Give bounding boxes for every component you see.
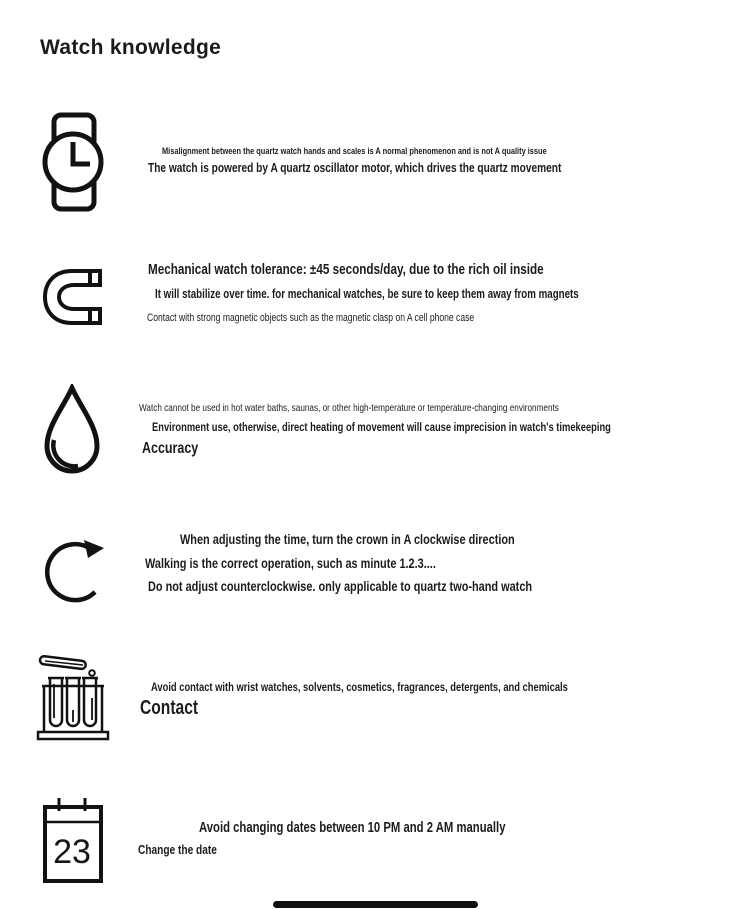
- wrist-watch-icon: [42, 112, 106, 212]
- home-indicator-bar: [273, 901, 478, 908]
- contact-heading: Contact: [140, 697, 199, 719]
- test-tubes-icon: [36, 650, 110, 744]
- environment-heating-note: Environment use, otherwise, direct heating of movement will cause imprecision in watch's timekeeping: [152, 420, 611, 434]
- change-date-heading: Change the date: [138, 842, 217, 857]
- magnet-icon: [42, 268, 106, 326]
- calendar-icon: [42, 795, 104, 885]
- page-title: Watch knowledge: [40, 36, 222, 59]
- calendar-day-number: 23: [53, 833, 91, 871]
- hot-water-note: Watch cannot be used in hot water baths, saunas, or other high-temperature or temperature-changing environments: [139, 402, 559, 414]
- magnetic-objects-note: Contact with strong magnetic objects such as the magnetic clasp on A cell phone case: [147, 312, 475, 324]
- accuracy-heading: Accuracy: [142, 440, 199, 457]
- avoid-chemicals-note: Avoid contact with wrist watches, solvents, cosmetics, fragrances, detergents, and chemicals: [151, 680, 568, 694]
- clockwise-crown-note: When adjusting the time, turn the crown in A clockwise direction: [180, 531, 515, 547]
- walking-operation-note: Walking is the correct operation, such as minute 1.2.3....: [145, 555, 436, 571]
- quartz-motor-note: The watch is powered by A quartz oscillator motor, which drives the quartz movement: [148, 160, 562, 175]
- counterclockwise-warning-note: Do not adjust counterclockwise. only applicable to quartz two-hand watch: [148, 578, 533, 594]
- quartz-misalignment-note: Misalignment between the quartz watch hands and scales is A normal phenomenon and is not A quality issue: [162, 146, 547, 157]
- clockwise-arrow-icon: [42, 528, 108, 608]
- stabilize-magnets-note: It will stabilize over time. for mechanical watches, be sure to keep them away from magnets: [155, 287, 579, 301]
- water-drop-icon: [42, 384, 102, 480]
- mechanical-tolerance-note: Mechanical watch tolerance: ±45 seconds/day, due to the rich oil inside: [148, 261, 544, 278]
- avoid-date-change-note: Avoid changing dates between 10 PM and 2 AM manually: [199, 820, 506, 836]
